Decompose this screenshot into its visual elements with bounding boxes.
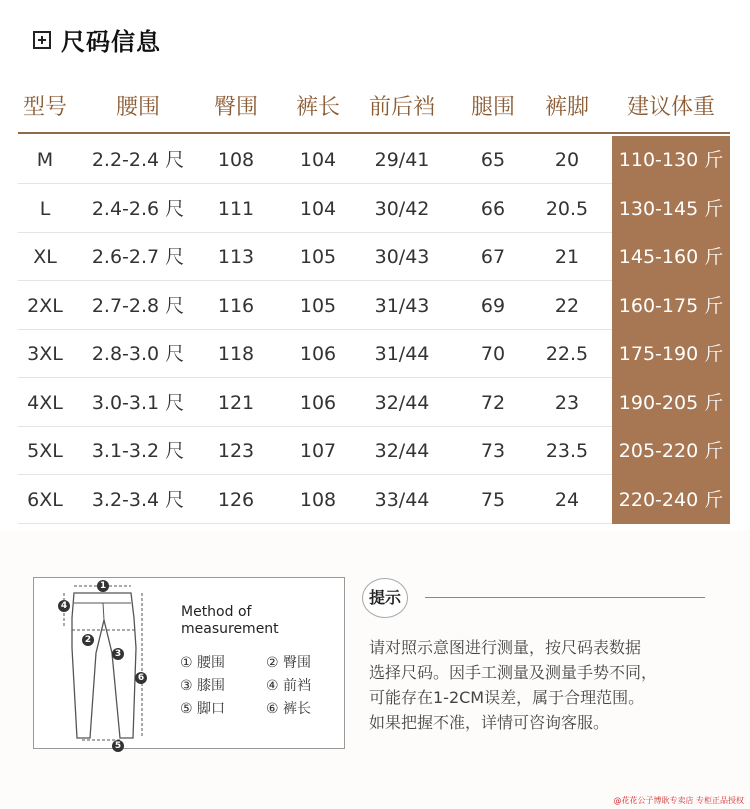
marker-2-icon: 2	[82, 634, 94, 646]
method-title-line2: measurement	[181, 621, 279, 637]
table-cell: 29/41	[374, 149, 430, 171]
table-cell: 24	[554, 488, 580, 511]
table-cell: 2XL	[27, 294, 63, 317]
weight-cell: 160-175 斤	[612, 282, 730, 331]
tip-line: 请对照示意图进行测量，按尺码表数据	[369, 638, 642, 657]
table-cell: 23	[554, 391, 580, 414]
table-cell: 3XL	[27, 343, 63, 365]
table-cell: 106	[299, 391, 337, 414]
weight-cell: 145-160 斤	[612, 233, 730, 282]
table-row	[18, 185, 730, 233]
table-cell: 121	[217, 391, 255, 414]
table-cell: 66	[480, 197, 506, 220]
table-cell: 32/44	[374, 391, 430, 414]
table-cell: 65	[480, 149, 506, 171]
tip-line: 可能存在1-2CM误差，属于合理范围。	[369, 688, 645, 707]
table-cell: 111	[217, 197, 255, 220]
table-cell: 3.0-3.1 尺	[91, 391, 185, 414]
table-cell: 3.1-3.2 尺	[91, 440, 185, 462]
tip-line: 如果把握不准，详情可咨询客服。	[369, 713, 610, 732]
measurement-section	[0, 530, 750, 809]
table-cell: 2.2-2.4 尺	[91, 149, 185, 171]
table-cell: 105	[299, 246, 337, 268]
marker-6-icon: 6	[135, 672, 147, 684]
table-cell: 104	[299, 149, 337, 171]
column-header: 腿围	[470, 95, 515, 120]
marker-4-icon: 4	[58, 600, 70, 612]
column-header: 前后裆	[368, 95, 435, 120]
header-divider	[18, 132, 730, 134]
table-cell: 20.5	[545, 197, 589, 220]
table-row	[18, 330, 730, 378]
table-cell: 123	[217, 440, 255, 462]
table-cell: 2.6-2.7 尺	[91, 246, 185, 268]
table-cell: 21	[554, 246, 580, 268]
weight-cell: 220-240 斤	[612, 476, 730, 525]
column-header: 臀围	[213, 95, 258, 120]
legend-item: ③ 膝围	[180, 678, 226, 694]
table-cell: 32/44	[374, 440, 430, 462]
legend-item: ① 腰围	[180, 655, 226, 671]
table-cell: 2.8-3.0 尺	[91, 343, 185, 365]
tip-badge: 提示	[362, 578, 408, 618]
table-cell: 5XL	[27, 440, 63, 462]
legend-row	[180, 675, 311, 698]
method-title-line1: Method of	[181, 604, 252, 620]
table-cell: 72	[480, 391, 506, 414]
watermark: @花花公子博耿专卖店 专柜正品授权	[613, 796, 744, 805]
measurement-legend	[180, 652, 311, 721]
table-cell: 106	[299, 343, 337, 365]
table-cell: 73	[480, 440, 506, 462]
table-cell: 22.5	[545, 343, 589, 365]
tip-divider	[425, 597, 705, 598]
table-cell: L	[39, 197, 51, 220]
table-cell: 22	[554, 294, 580, 317]
row-divider	[18, 523, 612, 524]
table-cell: 69	[480, 294, 506, 317]
table-cell: XL	[33, 246, 57, 268]
table-cell: 23.5	[545, 440, 589, 462]
legend-row	[180, 698, 311, 721]
table-cell: 30/43	[374, 246, 430, 268]
table-cell: 70	[480, 343, 506, 365]
table-row	[18, 427, 730, 475]
table-row	[18, 476, 730, 524]
method-title	[181, 604, 279, 638]
table-cell: 105	[299, 294, 337, 317]
weight-cell: 130-145 斤	[612, 185, 730, 234]
tip-line: 选择尺码。因手工测量及测量手势不同，	[369, 663, 658, 682]
legend-item: ⑤ 脚口	[180, 701, 226, 717]
column-header: 型号	[22, 95, 67, 120]
tip-text	[369, 635, 729, 735]
table-row	[18, 233, 730, 281]
weight-cell: 205-220 斤	[612, 427, 730, 476]
measurement-diagram	[33, 577, 345, 749]
table-cell: 33/44	[374, 488, 430, 511]
table-cell: 108	[299, 488, 337, 511]
table-cell: 20	[554, 149, 580, 171]
table-cell: 75	[480, 488, 506, 511]
table-row	[18, 282, 730, 330]
table-cell: 104	[299, 197, 337, 220]
table-cell: 31/43	[374, 294, 430, 317]
column-header: 腰围	[115, 95, 160, 120]
section-title	[33, 22, 161, 57]
table-cell: 3.2-3.4 尺	[91, 488, 185, 511]
legend-row	[180, 652, 311, 675]
marker-1-icon: 1	[97, 580, 109, 592]
table-cell: 4XL	[27, 391, 63, 414]
marker-3-icon: 3	[112, 648, 124, 660]
table-cell: 108	[217, 149, 255, 171]
legend-item: ④ 前裆	[266, 678, 312, 694]
column-header: 建议体重	[626, 95, 715, 120]
section-title-text: 尺码信息	[61, 28, 161, 56]
legend-item: ⑥ 裤长	[266, 701, 312, 717]
table-cell: 31/44	[374, 343, 430, 365]
column-header: 裤脚	[544, 95, 589, 120]
table-row	[18, 379, 730, 427]
plus-box-icon	[33, 31, 51, 49]
table-cell: 6XL	[27, 488, 63, 511]
table-cell: 2.7-2.8 尺	[91, 294, 185, 317]
weight-cell: 175-190 斤	[612, 330, 730, 379]
table-cell: M	[36, 149, 54, 171]
legend-item: ② 臀围	[266, 655, 312, 671]
column-header: 裤长	[295, 95, 340, 120]
table-cell: 113	[217, 246, 255, 268]
table-cell: 116	[217, 294, 255, 317]
table-cell: 30/42	[374, 197, 430, 220]
marker-5-icon: 5	[112, 740, 124, 752]
weight-cell: 110-130 斤	[612, 136, 730, 185]
weight-cell: 190-205 斤	[612, 379, 730, 428]
table-cell: 67	[480, 246, 506, 268]
table-cell: 107	[299, 440, 337, 462]
table-row	[18, 136, 730, 184]
table-cell: 126	[217, 488, 255, 511]
table-cell: 118	[217, 343, 255, 365]
table-cell: 2.4-2.6 尺	[91, 197, 185, 220]
